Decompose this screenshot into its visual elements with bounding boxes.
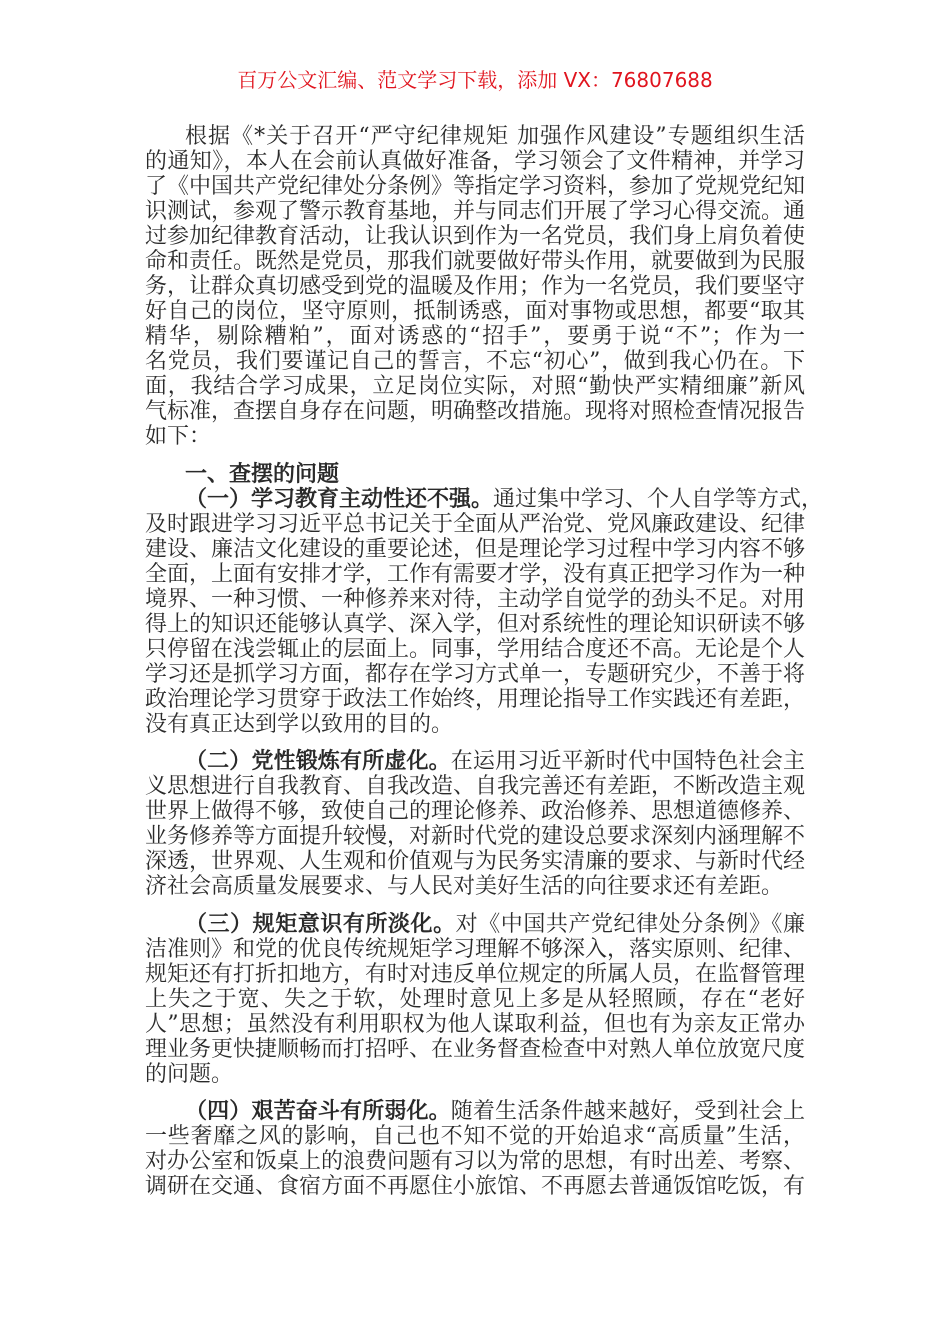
text-line: 业务修养等方面提升较慢，对新时代党的建设总要求深刻内涵理解不	[145, 824, 806, 849]
text-line: 根据《*关于召开“严守纪律规矩 加强作风建设”专题组织生活	[185, 124, 805, 149]
text-line: 人”思想；虽然没有利用职权为他人谋取利益，但也有为亲友正常办	[145, 1011, 805, 1037]
text-line: 过参加纪律教育活动，让我认识到作为一名党员，我们身上肩负着使	[145, 224, 806, 249]
text-line: 及时跟进学习习近平总书记关于全面从严治党、党风廉政建设、纪律	[145, 511, 806, 537]
text-line: 理业务更快捷顺畅而打招呼、在业务督查检查中对熟人单位放宽尺度	[145, 1036, 806, 1062]
text-line: 得上的知识还能够认真学、深入学，但对系统性的理论知识研读不够	[145, 611, 806, 637]
problem-paragraph	[145, 485, 824, 737]
problem-title: （一）学习教育主动性还不强。	[185, 485, 494, 512]
problem-text: 对《中国共产党纪律处分条例》《廉	[455, 911, 805, 937]
text-line: 没有真正达到学以致用的目的。	[145, 711, 454, 737]
text-line: 规矩还有打折扣地方，有时对违反单位规定的所属人员，在监督管理	[145, 961, 806, 987]
text-line	[145, 1099, 805, 1124]
text-line: 的通知》，本人在会前认真做好准备，学习领会了文件精神，并学习	[145, 149, 805, 174]
problem-paragraph	[145, 912, 805, 1087]
problem-text: 在运用习近平新时代中国特色社会主	[450, 749, 805, 774]
text-line: 气标准，查摆自身存在问题，明确整改措施。现将对照检查情况报告	[145, 399, 806, 424]
text-line: 命和责任。既然是党员，那我们就要做好带头作用，就要做到为民服	[145, 249, 806, 274]
text-line: 全面，上面有安排才学，工作有需要才学，没有真正把学习作为一种	[145, 561, 806, 587]
text-line: 境界、一种习惯、一种修养来对待，主动学自觉学的劲头不足。对用	[145, 586, 806, 612]
intro-paragraph	[145, 124, 805, 449]
section-heading: 一、查摆的问题	[185, 461, 340, 487]
text-line: 世界上做得不够，致使自己的理论修养、政治修养、思想道德修养、	[145, 799, 806, 824]
problem-title: （四）艰苦奋斗有所弱化。	[185, 1098, 451, 1124]
text-line: 建设、廉洁文化建设的重要论述，但是理论学习过程中学习内容不够	[145, 536, 806, 562]
text-line: 名党员，我们要谨记自己的誓言，不忘“初心”，做到我心仍在。下	[145, 349, 805, 374]
text-line	[145, 912, 805, 937]
text-line: 对办公室和饭桌上的浪费问题有习以为常的思想，有时出差、考察、	[145, 1149, 806, 1174]
text-line	[145, 485, 824, 512]
text-line: 洁准则》和党的优良传统规矩学习理解不够深入，落实原则、纪律、	[145, 936, 806, 962]
problem-text: 随着生活条件越来越好，受到社会上	[450, 1099, 805, 1124]
text-line: 的问题。	[145, 1061, 234, 1087]
problem-text: 通过集中学习、个人自学等方式，	[493, 486, 824, 512]
problem-paragraph	[145, 1099, 805, 1199]
text-line: 上失之于宽、失之于软，处理时意见上多是从轻照顾，存在“老好	[145, 986, 805, 1012]
text-line: 只停留在浅尝辄止的层面上。同事，学用结合度还不高。无论是个人	[145, 636, 806, 662]
text-line: 了《中国共产党纪律处分条例》等指定学习资料，参加了党规党纪知	[145, 174, 806, 199]
problem-title: （三）规矩意识有所淡化。	[185, 910, 456, 937]
text-line: 好自己的岗位，坚守原则，抵制诱惑，面对事物或思想，都要“取其	[145, 299, 805, 324]
text-line: 精华，剔除糟粕”，面对诱惑的“招手”，要勇于说“不”；作为一	[145, 324, 805, 349]
text-line: 政治理论学习贯穿于政法工作始终，用理论指导工作实践还有差距，	[145, 686, 806, 712]
text-line	[145, 749, 805, 774]
text-line: 学习还是抓学习方面，都存在学习方式单一，专题研究少，不善于将	[145, 661, 806, 687]
text-line: 深透，世界观、人生观和价值观与为民务实清廉的要求、与新时代经	[145, 849, 806, 874]
text-line: 义思想进行自我教育、自我改造、自我完善还有差距，不断改造主观	[145, 774, 806, 799]
problem-paragraph	[145, 749, 805, 899]
watermark-banner: 百万公文汇编、范文学习下载，添加 VX：76807688	[237, 68, 713, 92]
document-body	[145, 124, 824, 1199]
text-line: 调研在交通、食宿方面不再愿住小旅馆、不再愿去普通饭馆吃饭，有	[145, 1174, 806, 1199]
text-line: 如下：	[145, 424, 212, 449]
problem-title: （二）党性锻炼有所虚化。	[185, 748, 451, 774]
text-line: 务，让群众真切感受到党的温暖及作用；作为一名党员，我们要坚守	[145, 274, 806, 299]
text-line: 一些奢靡之风的影响，自己也不知不觉的开始追求“高质量”生活，	[145, 1124, 805, 1149]
text-line: 面，我结合学习成果，立足岗位实际，对照“勤快严实精细廉”新风	[145, 374, 805, 399]
text-line: 识测试，参观了警示教育基地，并与同志们开展了学习心得交流。通	[145, 199, 806, 224]
text-line: 济社会高质量发展要求、与人民对美好生活的向往要求还有差距。	[145, 874, 784, 899]
